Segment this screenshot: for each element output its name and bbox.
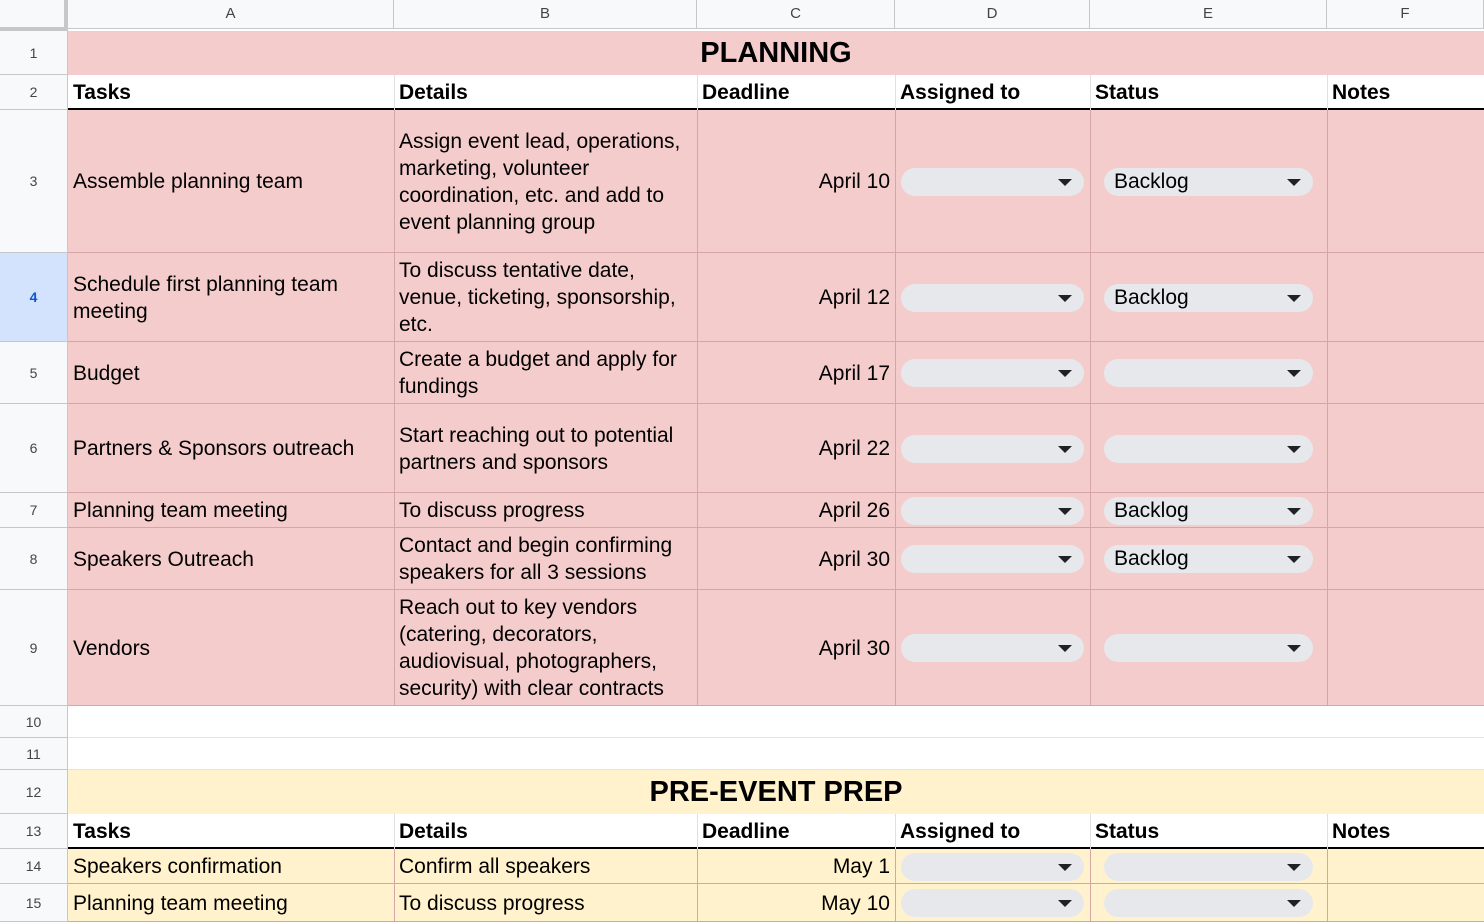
column-divider — [394, 404, 395, 493]
column-divider — [1090, 110, 1091, 253]
column-divider — [895, 253, 896, 342]
status-dropdown[interactable] — [1104, 889, 1313, 917]
column-divider — [1090, 884, 1091, 922]
row-header-11[interactable]: 11 — [0, 738, 68, 770]
row-header-8[interactable]: 8 — [0, 528, 68, 590]
column-divider — [1327, 75, 1328, 110]
column-divider — [1090, 590, 1091, 706]
dropdown-arrow-icon — [1287, 295, 1301, 302]
column-divider — [394, 75, 395, 110]
deadline-cell[interactable]: April 12 — [818, 286, 890, 309]
header-details: Details — [399, 819, 468, 843]
column-divider — [697, 528, 698, 590]
dropdown-arrow-icon — [1287, 446, 1301, 453]
column-divider — [895, 493, 896, 528]
column-divider — [394, 814, 395, 849]
status-dropdown[interactable] — [1104, 853, 1313, 881]
column-divider — [1090, 849, 1091, 884]
column-divider — [697, 342, 698, 404]
header-assigned: Assigned to — [900, 819, 1021, 843]
task-cell[interactable]: Assemble planning team — [73, 170, 303, 193]
dropdown-arrow-icon — [1287, 864, 1301, 871]
column-divider — [1327, 493, 1328, 528]
assigned-dropdown[interactable] — [901, 168, 1084, 196]
status-value: Backlog — [1114, 169, 1189, 193]
dropdown-arrow-icon — [1058, 645, 1072, 652]
column-divider — [394, 590, 395, 706]
notes-cell[interactable] — [1327, 404, 1484, 493]
status-value: Backlog — [1114, 498, 1189, 522]
column-divider — [394, 342, 395, 404]
column-divider — [394, 493, 395, 528]
notes-cell[interactable] — [1327, 110, 1484, 253]
details-cell[interactable]: Start reaching out to potential partners and sponsors — [399, 423, 674, 474]
notes-cell[interactable] — [1327, 493, 1484, 528]
column-divider — [895, 110, 896, 253]
row-header-5[interactable]: 5 — [0, 342, 68, 404]
row-header-6[interactable]: 6 — [0, 404, 68, 493]
dropdown-arrow-icon — [1058, 508, 1072, 515]
column-divider — [697, 110, 698, 253]
column-divider — [1327, 814, 1328, 849]
deadline-cell[interactable]: April 17 — [818, 361, 890, 385]
column-divider — [895, 884, 896, 922]
row-header-9[interactable]: 9 — [0, 590, 68, 706]
row-divider — [68, 705, 1484, 706]
details-cell[interactable]: Reach out to key vendors (catering, decorators, audiovisual, photographers, security) with clear contracts — [399, 596, 664, 700]
details-cell[interactable]: To discuss tentative date, venue, ticketing, sponsorship, etc. — [399, 259, 676, 336]
dropdown-arrow-icon — [1058, 446, 1072, 453]
dropdown-arrow-icon — [1287, 556, 1301, 563]
dropdown-arrow-icon — [1058, 179, 1072, 186]
column-divider — [697, 849, 698, 884]
dropdown-arrow-icon — [1287, 900, 1301, 907]
assigned-dropdown[interactable] — [901, 435, 1084, 463]
deadline-cell[interactable]: April 30 — [818, 547, 890, 571]
select-all-corner[interactable] — [0, 0, 68, 31]
column-divider — [1327, 110, 1328, 253]
deadline-cell[interactable]: April 10 — [818, 170, 890, 193]
header-deadline: Deadline — [702, 80, 790, 104]
column-divider — [895, 75, 896, 110]
dropdown-arrow-icon — [1287, 508, 1301, 515]
dropdown-arrow-icon — [1287, 370, 1301, 377]
row-header-14[interactable]: 14 — [0, 849, 68, 884]
status-dropdown[interactable] — [1104, 435, 1313, 463]
row-header-2[interactable]: 2 — [0, 75, 68, 110]
column-divider — [1090, 253, 1091, 342]
details-cell[interactable]: Confirm all speakers — [399, 855, 591, 878]
column-divider — [394, 884, 395, 922]
header-deadline: Deadline — [702, 819, 790, 843]
details-cell[interactable]: Assign event lead, operations, marketing, volunteer coordination, etc. and add to event planning group — [399, 129, 681, 234]
column-divider — [394, 253, 395, 342]
dropdown-arrow-icon — [1058, 864, 1072, 871]
column-divider — [1327, 884, 1328, 922]
column-divider — [895, 342, 896, 404]
column-divider — [1090, 814, 1091, 849]
column-header-e[interactable]: E — [1090, 0, 1327, 29]
status-dropdown[interactable] — [1104, 497, 1313, 525]
header-assigned: Assigned to — [900, 80, 1021, 104]
column-header-f[interactable]: F — [1327, 0, 1484, 29]
assigned-dropdown[interactable] — [901, 545, 1084, 573]
status-dropdown[interactable] — [1104, 284, 1313, 312]
column-divider — [697, 884, 698, 922]
details-cell[interactable]: To discuss progress — [399, 499, 585, 522]
deadline-cell[interactable]: April 22 — [818, 437, 890, 460]
task-cell[interactable]: Speakers confirmation — [73, 855, 282, 878]
dropdown-arrow-icon — [1058, 900, 1072, 907]
status-value: Backlog — [1114, 285, 1189, 309]
row-header-4[interactable]: 4 — [0, 253, 68, 342]
column-divider — [1327, 404, 1328, 493]
row-header-13[interactable]: 13 — [0, 814, 68, 849]
task-cell[interactable]: Vendors — [73, 636, 151, 660]
column-divider — [895, 528, 896, 590]
task-cell[interactable]: Schedule first planning team meeting — [73, 272, 338, 323]
status-dropdown[interactable] — [1104, 359, 1313, 387]
column-divider — [895, 814, 896, 849]
task-cell[interactable]: Planning team meeting — [73, 891, 288, 915]
column-divider — [1090, 342, 1091, 404]
empty-row-divider — [68, 769, 1484, 770]
dropdown-arrow-icon — [1287, 645, 1301, 652]
assigned-dropdown[interactable] — [901, 634, 1084, 662]
row-header-10[interactable]: 10 — [0, 706, 68, 738]
column-header-a[interactable]: A — [68, 0, 394, 29]
notes-cell[interactable] — [1327, 342, 1484, 404]
status-dropdown[interactable] — [1104, 634, 1313, 662]
deadline-cell[interactable]: April 30 — [818, 636, 890, 660]
status-dropdown[interactable] — [1104, 168, 1313, 196]
column-divider — [1090, 75, 1091, 110]
column-divider — [697, 590, 698, 706]
assigned-dropdown[interactable] — [901, 853, 1084, 881]
column-divider — [697, 493, 698, 528]
empty-row-divider — [68, 737, 1484, 738]
column-divider — [1090, 493, 1091, 528]
column-divider — [697, 75, 698, 110]
column-divider — [895, 404, 896, 493]
header-status: Status — [1095, 80, 1160, 104]
column-divider — [895, 590, 896, 706]
notes-cell[interactable] — [1327, 253, 1484, 342]
assigned-dropdown[interactable] — [901, 497, 1084, 525]
column-divider — [1327, 253, 1328, 342]
header-tasks: Tasks — [73, 80, 131, 104]
header-notes: Notes — [1332, 80, 1391, 104]
column-divider — [697, 404, 698, 493]
task-cell[interactable]: Budget — [73, 361, 140, 385]
deadline-cell[interactable]: April 26 — [818, 499, 890, 522]
assigned-dropdown[interactable] — [901, 889, 1084, 917]
column-header-d[interactable]: D — [895, 0, 1090, 29]
row-header-7[interactable]: 7 — [0, 493, 68, 528]
assigned-dropdown[interactable] — [901, 284, 1084, 312]
task-cell[interactable]: Planning team meeting — [73, 499, 288, 522]
column-divider — [1090, 528, 1091, 590]
column-divider — [697, 253, 698, 342]
column-divider — [394, 110, 395, 253]
row-header-12[interactable]: 12 — [0, 770, 68, 814]
column-divider — [697, 814, 698, 849]
status-dropdown[interactable] — [1104, 545, 1313, 573]
notes-cell[interactable] — [1327, 528, 1484, 590]
column-divider — [1327, 342, 1328, 404]
column-divider — [1327, 849, 1328, 884]
column-header-b[interactable]: B — [394, 0, 697, 29]
header-details: Details — [399, 80, 468, 104]
header-notes: Notes — [1332, 819, 1391, 843]
row-header-3[interactable]: 3 — [0, 110, 68, 253]
dropdown-arrow-icon — [1058, 556, 1072, 563]
column-divider — [895, 849, 896, 884]
column-divider — [1327, 590, 1328, 706]
details-cell[interactable]: To discuss progress — [399, 891, 585, 915]
details-cell[interactable]: Contact and begin confirming speakers for all 3 sessions — [399, 534, 673, 584]
row-header-1[interactable]: 1 — [0, 31, 68, 75]
header-tasks: Tasks — [73, 819, 131, 843]
notes-cell[interactable] — [1327, 849, 1484, 884]
dropdown-arrow-icon — [1058, 370, 1072, 377]
dropdown-arrow-icon — [1287, 179, 1301, 186]
header-status: Status — [1095, 819, 1160, 843]
dropdown-arrow-icon — [1058, 295, 1072, 302]
deadline-cell[interactable]: May 10 — [821, 891, 890, 915]
deadline-cell[interactable]: May 1 — [832, 855, 890, 878]
notes-cell[interactable] — [1327, 884, 1484, 922]
section-title: PLANNING — [700, 36, 852, 69]
column-header-c[interactable]: C — [697, 0, 895, 29]
task-cell[interactable]: Speakers Outreach — [73, 547, 254, 571]
notes-cell[interactable] — [1327, 590, 1484, 706]
column-divider — [394, 528, 395, 590]
assigned-dropdown[interactable] — [901, 359, 1084, 387]
task-cell[interactable]: Partners & Sponsors outreach — [73, 437, 355, 460]
row-header-15[interactable]: 15 — [0, 884, 68, 922]
column-divider — [394, 849, 395, 884]
column-divider — [1090, 404, 1091, 493]
column-divider — [1327, 528, 1328, 590]
details-cell[interactable]: Create a budget and apply for fundings — [399, 348, 677, 398]
section-title: PRE-EVENT PREP — [649, 775, 903, 808]
status-value: Backlog — [1114, 547, 1189, 570]
